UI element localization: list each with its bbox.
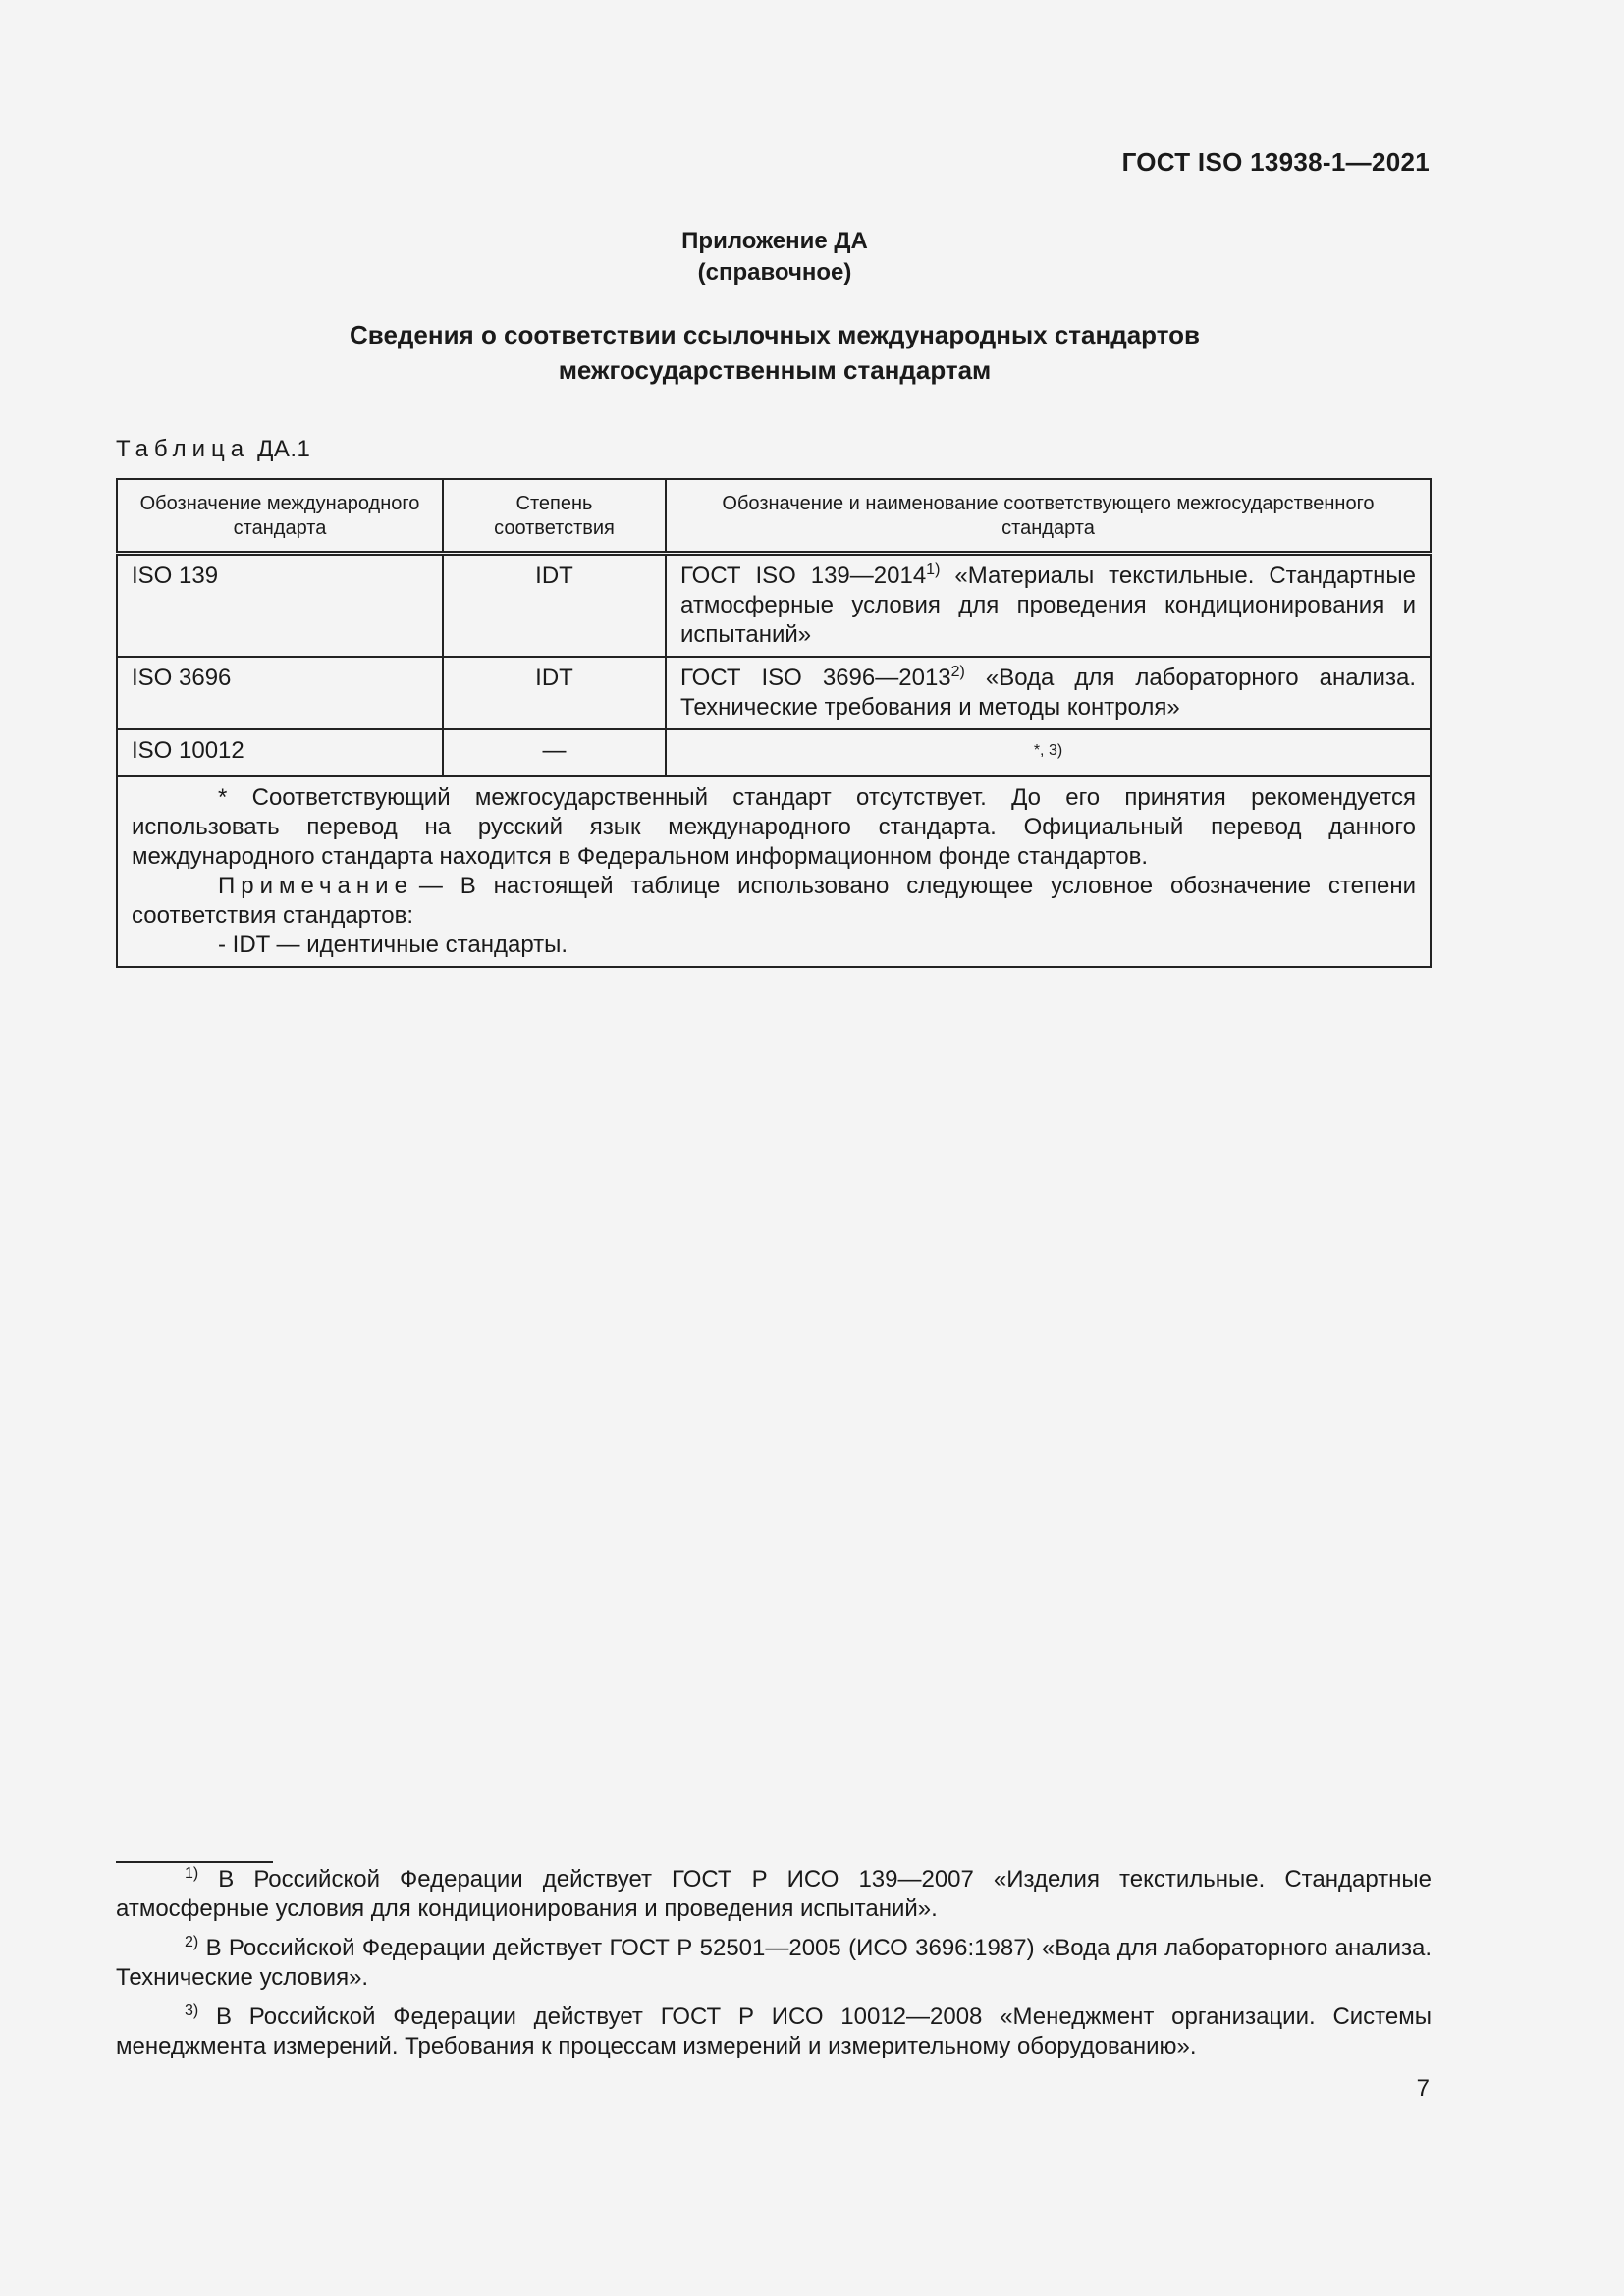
footnote-separator [116,1861,273,1863]
footnote-ref: 1) [926,561,941,578]
national-code: ГОСТ ISO 3696—2013 [680,665,951,691]
cell-intl-standard: ISO 139 [117,554,443,658]
table-row [117,554,1431,658]
section-title [0,317,1549,388]
cell-national-standard [666,729,1431,776]
section-title-line-2: межгосударственным стандартам [558,355,992,385]
footnote-1 [116,1865,1432,1924]
cell-intl-standard: ISO 3696 [117,657,443,729]
table-header-row [117,479,1431,554]
table-caption-id: ДА.1 [257,436,311,462]
table-notes [117,776,1431,967]
table-note [132,872,1416,931]
footnotes [116,1865,1432,2071]
cell-degree: IDT [443,657,666,729]
footnote-3 [116,2002,1432,2061]
footnote-text: В Российской Федерации действует ГОСТ Р ИСО 139—2007 «Изделия текстильные. Стандартные атмосферные условия для кондиционирования и проведения испытаний». [116,1866,1432,1922]
footnote-text: В Российской Федерации действует ГОСТ Р ИСО 10012—2008 «Менеджмент организации. Системы менеджмента измерений. Требования к процессам измерений и измерительному оборудованию». [116,2003,1432,2059]
footnote-2 [116,1934,1432,1993]
star-note: * Соответствующий межгосударственный стандарт отсутствует. До его принятия рекомендуется использовать перевод на русский язык международного стандарта. Официальный перевод данного международного стандарта находится в Федеральном информационном фонде стандартов. [132,784,1416,870]
header-national-standard: Обозначение и наименование соответствующего межгосударственного стандарта [666,479,1431,554]
note-label: Примечание [218,873,413,899]
footnote-mark: 2) [185,1934,199,1950]
national-title: «Вода для лабораторного анализа. Технические требования и методы контроля» [680,665,1416,721]
header-intl-standard: Обозначение международного стандарта [117,479,443,554]
cell-degree: IDT [443,554,666,658]
national-title: «Материалы текстильные. Стандартные атмосферные условия для проведения кондиционирования и испытаний» [680,562,1417,648]
table-caption-word: Таблица [116,436,250,462]
table-caption [116,436,310,463]
table-notes-row [117,776,1431,967]
section-title-line-1: Сведения о соответствии ссылочных международных стандартов [350,320,1200,349]
footnote-text: В Российской Федерации действует ГОСТ Р 52501—2005 (ИСО 3696:1987) «Вода для лабораторного анализа. Технические условия». [116,1935,1432,1991]
annex-type: (справочное) [697,259,852,286]
correspondence-table [116,478,1432,968]
note-text: — В настоящей таблице использовано следующее условное обозначение степени соответствия стандартов: [132,873,1416,929]
cell-national-standard [666,554,1431,658]
cell-national-standard [666,657,1431,729]
annex-title: Приложение ДА [681,228,868,254]
annex-heading [0,226,1549,289]
idt-definition: - IDT — идентичные стандарты. [218,932,568,958]
footnote-ref: 2) [950,664,965,680]
document-code: ГОСТ ISO 13938-1—2021 [1121,147,1430,177]
footnote-mark: 3) [185,2002,199,2019]
footnote-mark: 1) [185,1865,199,1882]
cell-degree: — [443,729,666,776]
table-row [117,729,1431,776]
national-code: ГОСТ ISO 139—2014 [680,562,927,589]
footnote-ref: *, 3) [1033,742,1063,759]
cell-intl-standard: ISO 10012 [117,729,443,776]
table-row [117,657,1431,729]
page-number: 7 [1416,2075,1430,2102]
header-degree: Степень соответствия [443,479,666,554]
